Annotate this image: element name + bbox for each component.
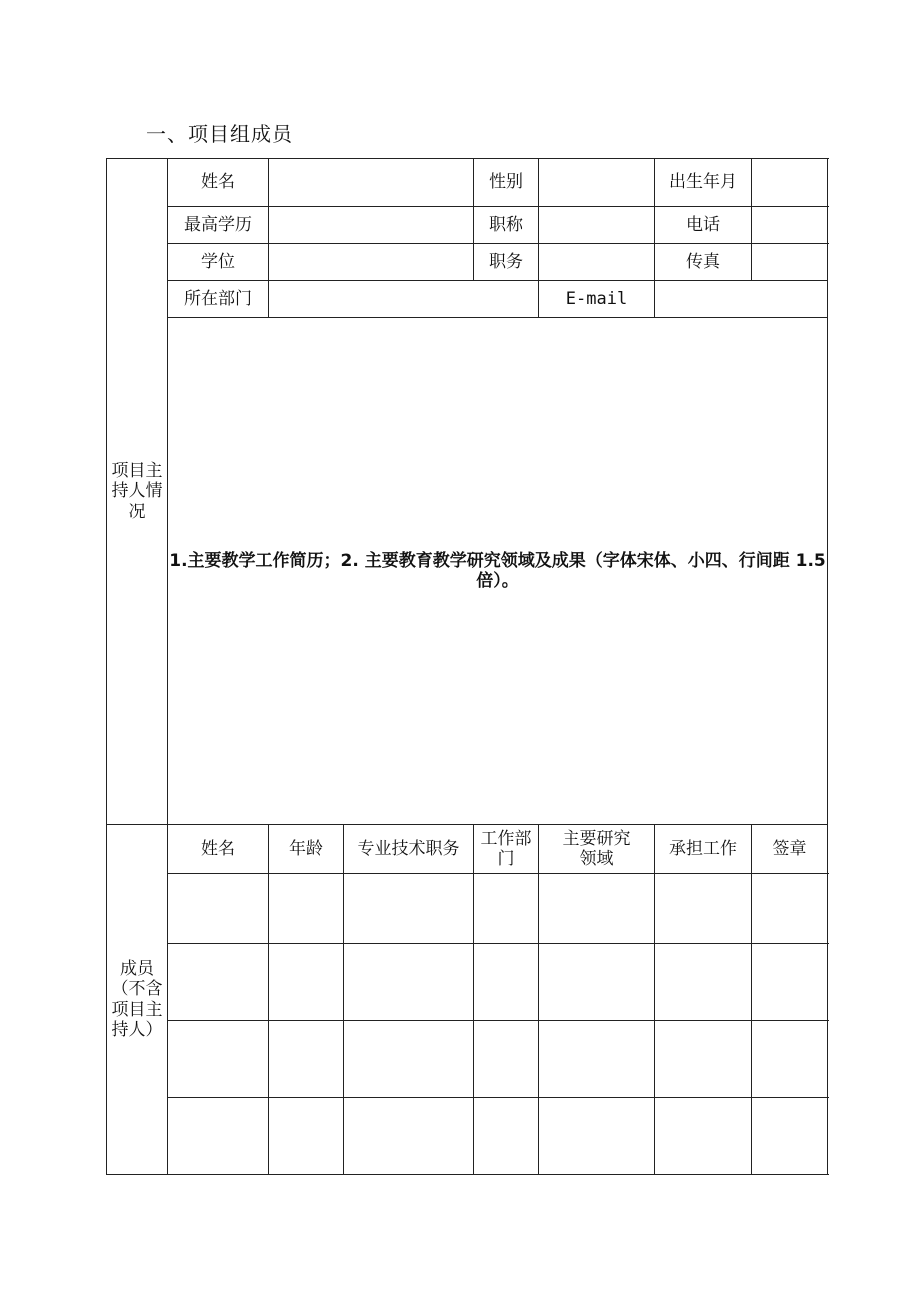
member-research-cell[interactable]: [539, 874, 655, 944]
member-duty-cell[interactable]: [655, 944, 752, 1021]
name-value-cell[interactable]: [269, 159, 474, 207]
member-research-cell[interactable]: [539, 1021, 655, 1098]
col-header-research-line1: 主要研究: [562, 828, 631, 849]
members-side-label-line1: 成员: [120, 958, 154, 979]
member-signature-cell[interactable]: [752, 874, 828, 944]
member-research-cell[interactable]: [539, 944, 655, 1021]
education-value-cell[interactable]: [269, 207, 474, 244]
col-header-research-line2: 领域: [579, 849, 614, 869]
member-prof-title-cell[interactable]: [344, 1098, 474, 1175]
member-signature-cell[interactable]: [752, 944, 828, 1021]
degree-value-cell[interactable]: [269, 244, 474, 281]
name-label: 姓名: [168, 159, 269, 207]
department-label: 所在部门: [168, 281, 269, 318]
col-header-name: 姓名: [168, 825, 269, 874]
table-row: [107, 944, 828, 1021]
member-work-dept-cell[interactable]: [474, 1021, 539, 1098]
member-prof-title-cell[interactable]: [344, 1021, 474, 1098]
member-name-cell[interactable]: [168, 1098, 269, 1175]
member-work-dept-cell[interactable]: [474, 874, 539, 944]
member-name-cell[interactable]: [168, 944, 269, 1021]
birth-label: 出生年月: [655, 159, 752, 207]
member-age-cell[interactable]: [269, 1021, 344, 1098]
position-value-cell[interactable]: [539, 244, 655, 281]
email-label: E-mail: [539, 281, 655, 318]
member-work-dept-cell[interactable]: [474, 1098, 539, 1175]
gender-label: 性别: [474, 159, 539, 207]
fax-value-cell[interactable]: [752, 244, 828, 281]
phone-label: 电话: [655, 207, 752, 244]
title-value-cell[interactable]: [539, 207, 655, 244]
members-side-label-line3: 项目主: [111, 999, 163, 1020]
col-header-work-dept: [474, 825, 539, 874]
birth-value-cell[interactable]: [752, 159, 828, 207]
col-header-work-dept-line1: 工作部: [480, 828, 532, 849]
col-header-research: [539, 825, 655, 874]
project-team-table: [106, 158, 828, 1175]
degree-label: 学位: [168, 244, 269, 281]
resume-note: 1.主要教学工作简历；2. 主要教育教学研究领域及成果（字体宋体、小四、行间距 1.5 倍）。: [169, 550, 826, 591]
col-header-work-dept-line2: 门: [497, 849, 515, 869]
leader-side-label-line3: 况: [128, 501, 146, 522]
table-row: [107, 1021, 828, 1098]
member-age-cell[interactable]: [269, 944, 344, 1021]
member-research-cell[interactable]: [539, 1098, 655, 1175]
table-row: [107, 1098, 828, 1175]
member-duty-cell[interactable]: [655, 874, 752, 944]
leader-side-label-line1: 项目主: [111, 460, 163, 481]
member-duty-cell[interactable]: [655, 1021, 752, 1098]
leader-side-label-line2: 持人情: [111, 481, 163, 502]
members-side-label-line2: （不含: [111, 979, 163, 1000]
education-label: 最高学历: [168, 207, 269, 244]
section-title: 一、项目组成员: [146, 122, 293, 146]
member-age-cell[interactable]: [269, 874, 344, 944]
member-work-dept-cell[interactable]: [474, 944, 539, 1021]
phone-value-cell[interactable]: [752, 207, 828, 244]
position-label: 职务: [474, 244, 539, 281]
member-name-cell[interactable]: [168, 874, 269, 944]
member-age-cell[interactable]: [269, 1098, 344, 1175]
col-header-prof-title: 专业技术职务: [344, 825, 474, 874]
member-name-cell[interactable]: [168, 1021, 269, 1098]
title-label: 职称: [474, 207, 539, 244]
department-value-cell[interactable]: [269, 281, 539, 318]
col-header-signature: 签章: [752, 825, 828, 874]
leader-side-label: [107, 159, 168, 825]
members-side-label: [107, 825, 168, 1175]
fax-label: 传真: [655, 244, 752, 281]
col-header-age: 年龄: [269, 825, 344, 874]
email-value-cell[interactable]: [655, 281, 828, 318]
table-row: [107, 874, 828, 944]
members-side-label-line4: 持人）: [111, 1019, 163, 1040]
col-header-duty: 承担工作: [655, 825, 752, 874]
member-signature-cell[interactable]: [752, 1098, 828, 1175]
member-duty-cell[interactable]: [655, 1098, 752, 1175]
member-signature-cell[interactable]: [752, 1021, 828, 1098]
member-prof-title-cell[interactable]: [344, 874, 474, 944]
resume-note-cell[interactable]: [168, 318, 828, 825]
gender-value-cell[interactable]: [539, 159, 655, 207]
member-prof-title-cell[interactable]: [344, 944, 474, 1021]
